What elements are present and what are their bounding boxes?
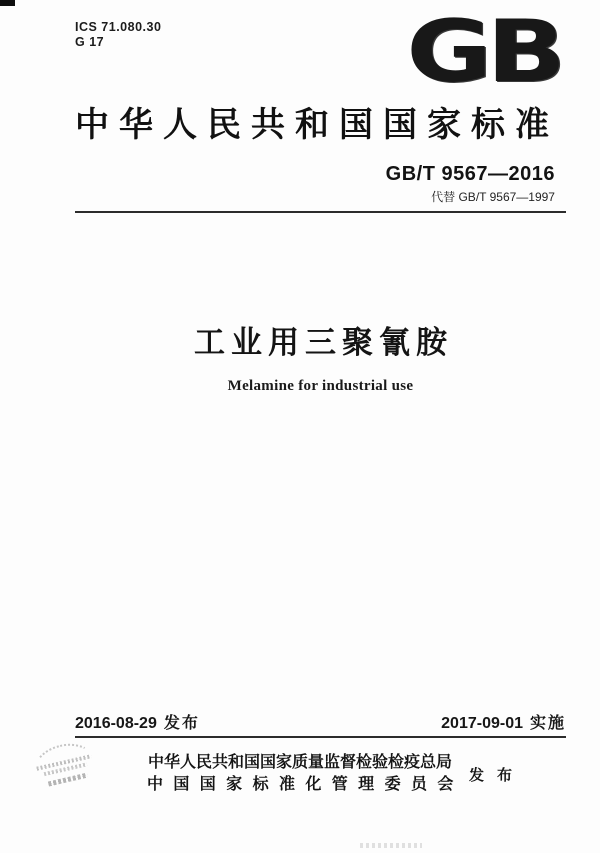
implementation-date-group (441, 710, 566, 733)
replaces-note: 代替 GB/T 9567—1997 (431, 190, 555, 204)
dates-row (75, 710, 566, 733)
standard-number: GB/T 9567—2016 (385, 163, 555, 185)
publisher-secondary: 中国国家标准化管理委员会 (146, 776, 464, 793)
title-english: Melamine for industrial use (227, 378, 414, 394)
watermark-stamp (17, 735, 119, 825)
implementation-date: 2017-09-01 (441, 715, 523, 732)
publisher-row (75, 752, 566, 796)
issue-date: 2016-08-29 (75, 715, 157, 732)
ics-code: ICS 71.080.30 (75, 20, 162, 34)
implementation-label: 实施 (529, 715, 566, 732)
publish-label: 发布 (468, 766, 525, 784)
gb-logo: GB (406, 2, 560, 102)
top-horizontal-rule (75, 211, 566, 213)
ics-group-code: G 17 (75, 35, 105, 49)
scan-corner-artifact (0, 0, 15, 6)
title-chinese: 工业用三聚氰胺 (194, 325, 453, 360)
ics-block (75, 20, 161, 50)
issue-label: 发布 (163, 715, 200, 732)
bottom-horizontal-rule (75, 736, 566, 738)
standard-number-block (386, 163, 555, 205)
national-standard-heading: 中华人民共和国国家标准 (75, 107, 559, 144)
publisher-primary: 中华人民共和国国家质量监督检验检疫总局 (147, 754, 452, 771)
publisher-names (146, 752, 464, 796)
scan-smudge (360, 843, 422, 848)
issue-date-group (75, 710, 200, 733)
